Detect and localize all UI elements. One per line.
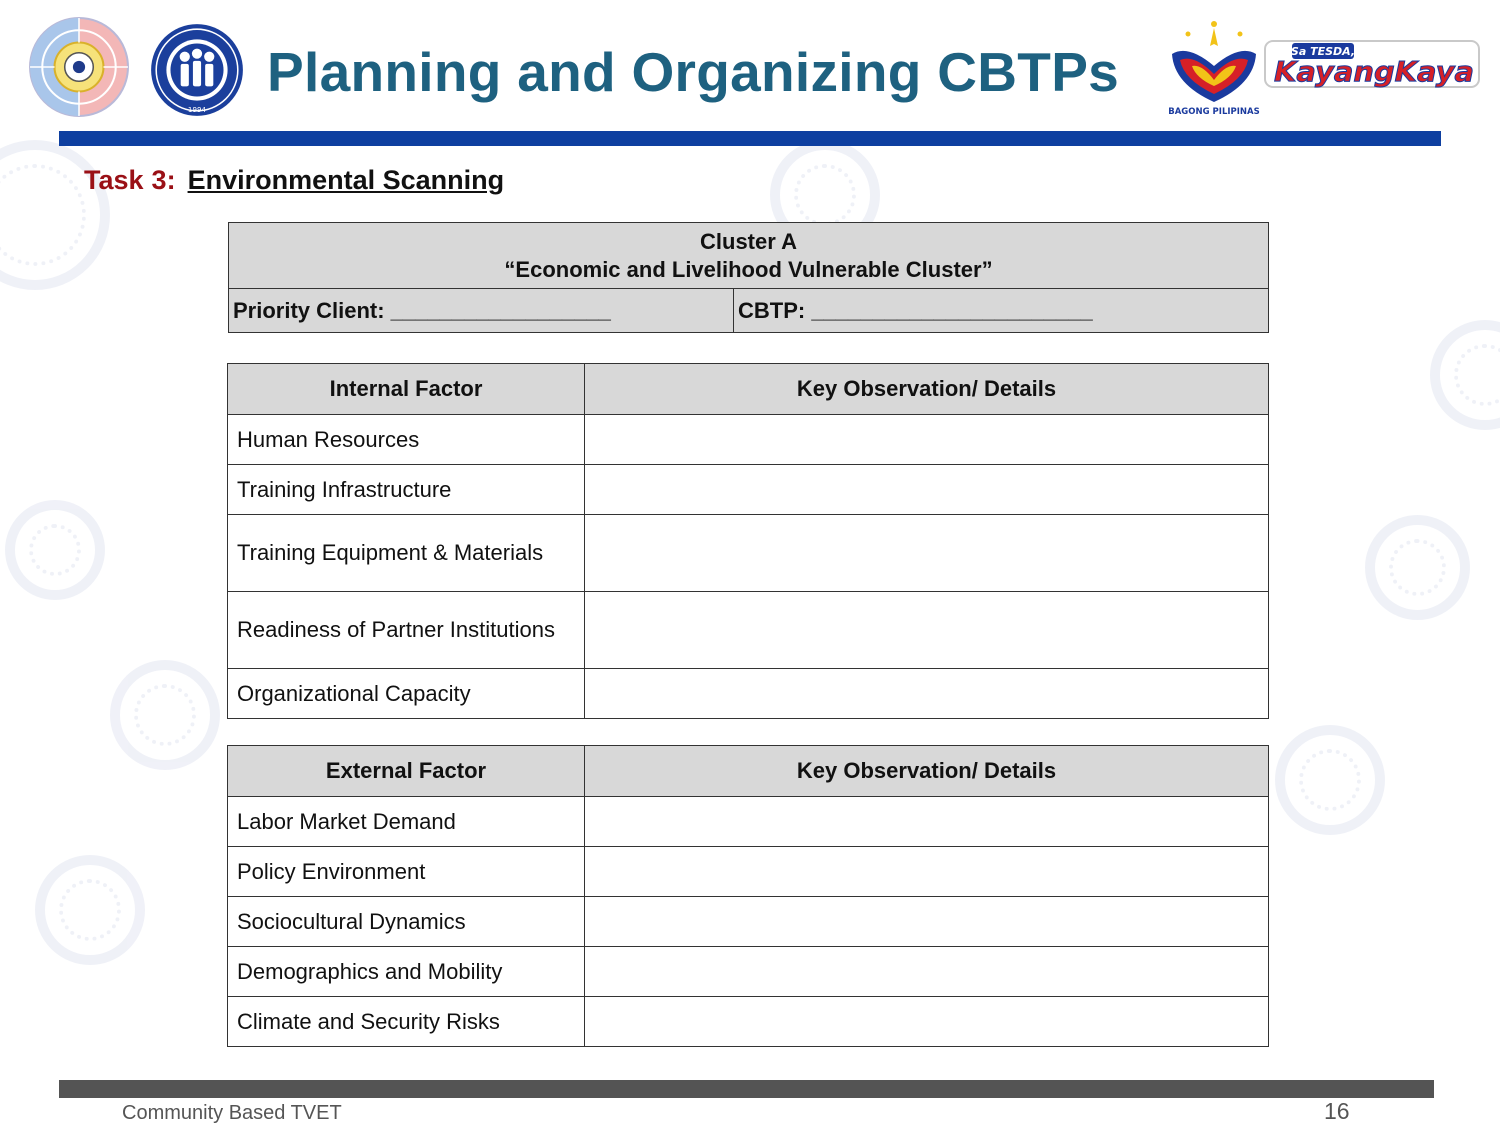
task-name: Environmental Scanning [187, 165, 505, 195]
tesda-seal-logo [146, 22, 248, 118]
external-factor-label: Labor Market Demand [228, 797, 585, 847]
observation-cell[interactable] [585, 465, 1269, 515]
observation-cell[interactable] [585, 669, 1269, 719]
internal-factor-label: Human Resources [228, 415, 585, 465]
external-factor-label: Climate and Security Risks [228, 997, 585, 1047]
internal-factor-label: Training Infrastructure [228, 465, 585, 515]
observation-cell[interactable] [585, 897, 1269, 947]
cluster-title: Cluster A [700, 228, 797, 254]
watermark-seal [0, 140, 110, 290]
watermark-seal [1430, 320, 1500, 430]
footer-divider-bar [59, 1080, 1434, 1098]
external-factor-label: Sociocultural Dynamics [228, 897, 585, 947]
slogan-small-text: Sa TESDA, [1290, 45, 1356, 58]
task-number: 3: [151, 165, 176, 195]
external-factor-label: Demographics and Mobility [228, 947, 585, 997]
observation-cell[interactable] [585, 415, 1269, 465]
page-number: 16 [1324, 1098, 1350, 1124]
watermark-seal [110, 660, 220, 770]
table-row [228, 797, 1269, 847]
task-heading [84, 165, 504, 196]
internal-factor-label: Organizational Capacity [228, 669, 585, 719]
internal-observation-header: Key Observation/ Details [585, 364, 1269, 415]
internal-factor-label: Training Equipment & Materials [228, 515, 585, 592]
watermark-seal [35, 855, 145, 965]
cluster-subtitle: “Economic and Livelihood Vulnerable Cluster” [504, 256, 993, 282]
cbtp-field[interactable]: CBTP: _______________________ [734, 289, 1269, 333]
cluster-header-cell [229, 223, 1269, 289]
tesda-seal-year: 1994 [187, 104, 207, 114]
external-factor-label: Policy Environment [228, 847, 585, 897]
table-row [228, 897, 1269, 947]
cbtp-wheel-logo [28, 16, 130, 118]
observation-cell[interactable] [585, 515, 1269, 592]
observation-cell[interactable] [585, 947, 1269, 997]
slogan-big-text: KayangKaya [1274, 55, 1474, 88]
table-row [228, 592, 1269, 669]
priority-client-field[interactable]: Priority Client: __________________ [229, 289, 734, 333]
watermark-seal [1365, 515, 1470, 620]
watermark-seal [5, 500, 105, 600]
internal-factor-table [227, 363, 1269, 719]
bagong-pilipinas-logo [1158, 14, 1270, 118]
observation-cell[interactable] [585, 797, 1269, 847]
footer-text: Community Based TVET [122, 1102, 342, 1124]
watermark-seal [1275, 725, 1385, 835]
table-row [228, 515, 1269, 592]
kayang-kaya-logo [1262, 38, 1482, 90]
header-divider-bar [59, 131, 1441, 146]
observation-cell[interactable] [585, 592, 1269, 669]
internal-factor-label: Readiness of Partner Institutions [228, 592, 585, 669]
external-factor-table [227, 745, 1269, 1047]
external-factor-header: External Factor [228, 746, 585, 797]
bagong-pilipinas-text: BAGONG PILIPINAS [1168, 107, 1260, 117]
internal-factor-header: Internal Factor [228, 364, 585, 415]
cluster-table [228, 222, 1269, 333]
external-observation-header: Key Observation/ Details [585, 746, 1269, 797]
table-row [228, 997, 1269, 1047]
observation-cell[interactable] [585, 997, 1269, 1047]
observation-cell[interactable] [585, 847, 1269, 897]
table-row [228, 669, 1269, 719]
task-label: Task [84, 165, 144, 195]
table-row [228, 465, 1269, 515]
page-title: Planning and Organizing CBTPs [267, 41, 1120, 103]
table-row [228, 415, 1269, 465]
table-row [228, 847, 1269, 897]
table-row [228, 947, 1269, 997]
